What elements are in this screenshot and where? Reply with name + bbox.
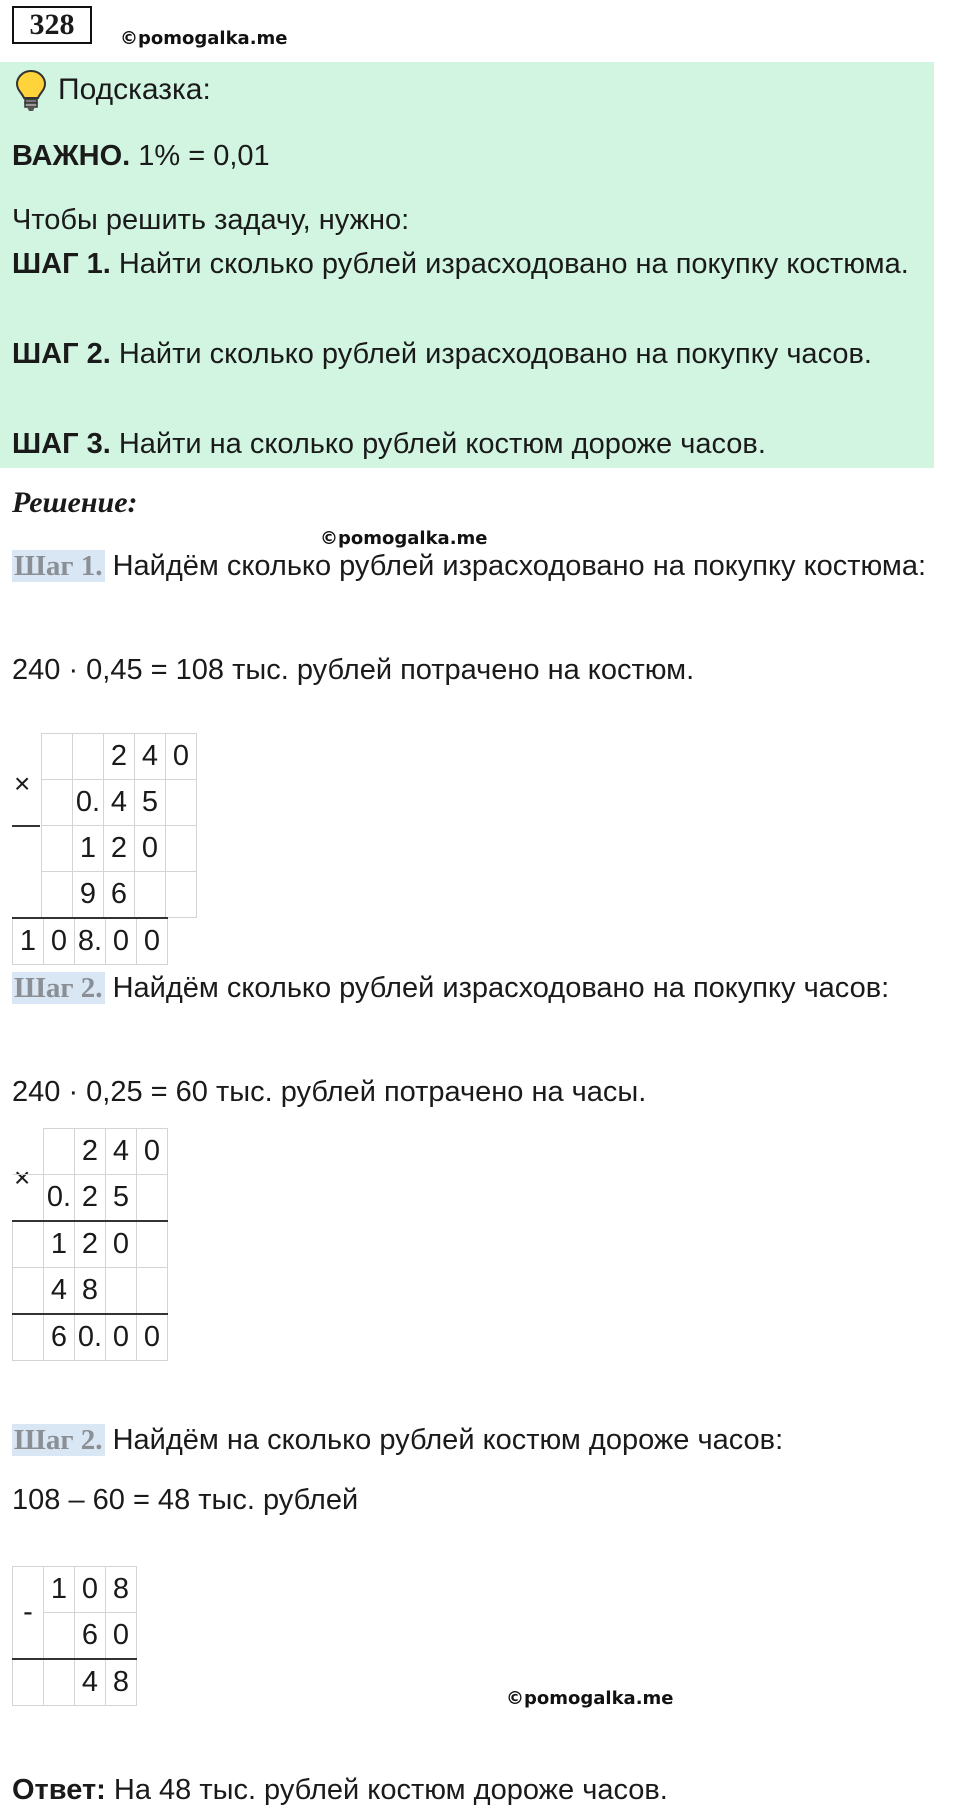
- calc-cell: [106, 1268, 137, 1315]
- solution-step-3: [12, 1418, 783, 1462]
- calc-cell: 8: [106, 1659, 137, 1706]
- calc-cell: 6: [44, 1314, 75, 1361]
- calc-cell: 0: [137, 1314, 168, 1361]
- calc-cell: 1: [13, 918, 44, 965]
- calc-cell: 0: [137, 918, 168, 965]
- formula-1: 240 · 0,45 = 108 тыс. рублей потрачено на костюм.: [12, 654, 695, 686]
- calc-cell: 0.: [75, 1314, 106, 1361]
- hint-step-label: ШАГ 1.: [12, 248, 111, 280]
- calc-cell: [44, 1613, 75, 1660]
- step-label: Шаг 2.: [14, 1424, 103, 1456]
- calc-cell: 2: [104, 826, 135, 872]
- watermark: ©pomogalka.me: [320, 528, 488, 549]
- step-text: Найдём сколько рублей израсходовано на покупку костюма:: [112, 550, 927, 582]
- calc-cell: 0: [106, 918, 137, 965]
- calc-cell: 6: [75, 1613, 106, 1660]
- step-text: Найдём на сколько рублей костюм дороже часов:: [112, 1424, 784, 1456]
- calc-cell: 0: [106, 1314, 137, 1361]
- calc-grid-1-result: [12, 917, 168, 965]
- step-label: Шаг 1.: [14, 550, 103, 582]
- calc-cell: 8: [75, 1268, 106, 1315]
- solution-step-1: [12, 544, 954, 588]
- calc-cell: [137, 1175, 168, 1222]
- calc-grid-2: [12, 1128, 168, 1361]
- calc-cell: [13, 1221, 44, 1268]
- calc-cell: 8.: [75, 918, 106, 965]
- calc-cell: [13, 1659, 44, 1706]
- calc-cell: 0.: [73, 780, 104, 826]
- calc-cell: [166, 780, 197, 826]
- calc-cell: 0: [106, 1613, 137, 1660]
- calc-cell: 0.: [44, 1175, 75, 1222]
- hint-step-text: Найти сколько рублей израсходовано на покупку часов.: [118, 338, 872, 370]
- calc-cell: [137, 1268, 168, 1315]
- calc-cell: 1: [44, 1567, 75, 1613]
- calc-cell: [44, 1659, 75, 1706]
- important-text: 1% = 0,01: [138, 140, 270, 172]
- hint-title: Подсказка:: [58, 73, 211, 106]
- minus-sign: -: [13, 1567, 44, 1660]
- calc-cell: 2: [75, 1129, 106, 1175]
- step-label: Шаг 2.: [14, 972, 103, 1004]
- calc-cell: 5: [135, 780, 166, 826]
- calc-cell: [42, 780, 73, 826]
- hint-step-label: ШАГ 2.: [12, 338, 111, 370]
- calc-cell: 2: [75, 1221, 106, 1268]
- calc-cell: [42, 826, 73, 872]
- answer-text: На 48 тыс. рублей костюм дороже часов.: [113, 1774, 668, 1806]
- watermark: ©pomogalka.me: [120, 28, 288, 49]
- hint-step-text: Найти сколько рублей израсходовано на покупку костюма.: [118, 248, 909, 280]
- calc-cell: [73, 734, 104, 780]
- watermark: ©pomogalka.me: [506, 1688, 674, 1709]
- important-label: ВАЖНО.: [12, 140, 131, 172]
- calc-cell: 4: [75, 1659, 106, 1706]
- hint-intro: Чтобы решить задачу, нужно:: [12, 204, 410, 236]
- calc-cell: 1: [73, 826, 104, 872]
- problem-number: 328: [12, 6, 92, 44]
- calc-cell: [13, 1314, 44, 1361]
- answer: [12, 1768, 668, 1812]
- hint-step-1: [12, 242, 924, 286]
- calc-cell: 4: [106, 1129, 137, 1175]
- calc-cell: [166, 826, 197, 872]
- formula-2: 240 · 0,25 = 60 тыс. рублей потрачено на часы.: [12, 1076, 647, 1108]
- calc-cell: [44, 1129, 75, 1175]
- calc-cell: 0: [44, 918, 75, 965]
- hint-step-2: [12, 332, 924, 376]
- calc-cell: 2: [104, 734, 135, 780]
- calc-cell: 0: [75, 1567, 106, 1613]
- calc-cell: 0: [135, 826, 166, 872]
- calc-cell: 0: [166, 734, 197, 780]
- calc-cell: 2: [75, 1175, 106, 1222]
- hint-important: [12, 134, 270, 178]
- lightbulb-icon: [14, 68, 48, 112]
- calc-cell: 0: [137, 1129, 168, 1175]
- step-text: Найдём сколько рублей израсходовано на покупку часов:: [112, 972, 890, 1004]
- calc-cell: [13, 1175, 44, 1222]
- solution-title: Решение:: [12, 486, 138, 519]
- calc-cell: [166, 872, 197, 918]
- sign-underline: [12, 825, 40, 827]
- calc-cell: 1: [44, 1221, 75, 1268]
- multiply-sign: ×: [14, 1162, 31, 1193]
- calc-cell: 8: [106, 1567, 137, 1613]
- hint-step-3: [12, 422, 766, 466]
- hint-step-text: Найти на сколько рублей костюм дороже часов.: [118, 428, 766, 460]
- calc-cell: [13, 1129, 44, 1175]
- calc-cell: [42, 872, 73, 918]
- calc-cell: [42, 734, 73, 780]
- calc-cell: 9: [73, 872, 104, 918]
- calc-cell: 4: [104, 780, 135, 826]
- hint-step-label: ШАГ 3.: [12, 428, 111, 460]
- calc-cell: 4: [44, 1268, 75, 1315]
- solution-step-2: [12, 966, 954, 1010]
- calc-grid-3: [12, 1566, 137, 1706]
- calc-cell: [135, 872, 166, 918]
- calc-cell: [13, 1268, 44, 1315]
- answer-label: Ответ:: [12, 1774, 106, 1806]
- calc-cell: 4: [135, 734, 166, 780]
- calc-grid-1: [41, 733, 197, 918]
- calc-cell: 5: [106, 1175, 137, 1222]
- calc-cell: 0: [106, 1221, 137, 1268]
- calc-cell: [137, 1221, 168, 1268]
- calc-cell: 6: [104, 872, 135, 918]
- formula-3: 108 – 60 = 48 тыс. рублей: [12, 1484, 359, 1516]
- multiply-sign: ×: [14, 768, 31, 799]
